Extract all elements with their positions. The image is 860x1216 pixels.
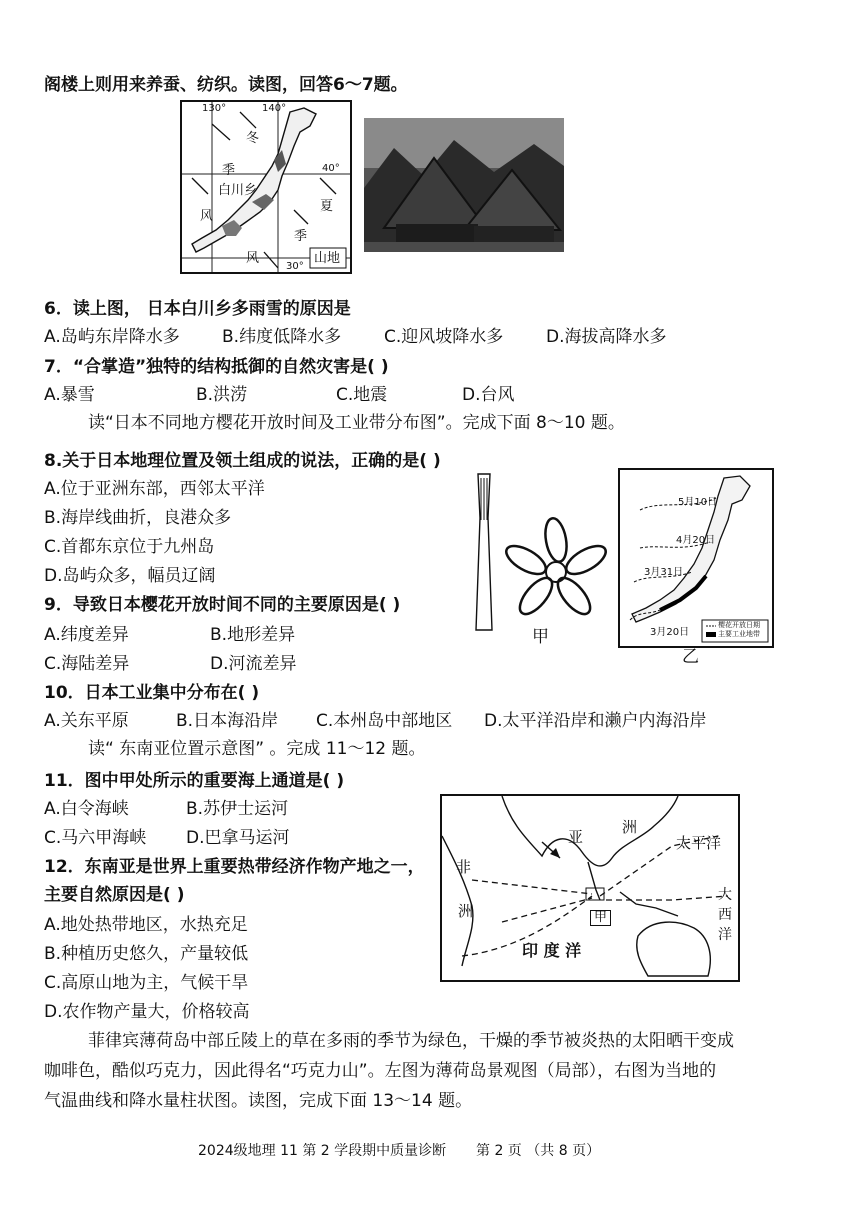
footer-page-number: 第 2 页 （共 8 页） [476,1143,601,1159]
q9-option-d[interactable]: D.河流差异 [210,654,297,674]
q9-stem: 9．导致日本樱花开放时间不同的主要原因是( ) [44,595,401,615]
pacific-label: 太平洋 [676,834,722,852]
passage-line-1: 菲律宾薄荷岛中部丘陵上的草在多雨的季节为绿色，干燥的季节被炎热的太阳晒干变成 [88,1031,734,1051]
atlantic-label-3: 洋 [718,927,732,943]
sakura-symbols-figure [464,470,614,640]
winter-wind-label-2: 季 [222,163,236,178]
q11-option-d[interactable]: D.巴拿马运河 [186,828,290,848]
q10-option-a[interactable]: A.关东平原 [44,711,129,731]
lon-140-label: 140° [262,103,287,114]
q7-option-c[interactable]: C.地震 [336,385,388,405]
atlantic-label-1: 大 [718,887,732,903]
q12-option-a[interactable]: A.地处热带地区，水热充足 [44,915,248,935]
intro-11-12: 读“ 东南亚位置示意图” 。完成 11～12 题。 [88,739,426,759]
q10-option-d[interactable]: D.太平洋沿岸和濑户内海沿岸 [484,711,707,731]
q8-option-d[interactable]: D.岛屿众多，幅员辽阔 [44,566,216,586]
q6-option-d[interactable]: D.海拔高降水多 [546,327,667,347]
lat-40-label: 40° [322,163,340,174]
summer-wind-label-3: 风 [246,251,260,266]
jia-marker: 甲 [590,910,611,926]
africa-label-1: 非 [456,858,472,876]
mountain-legend: 山地 [314,251,341,266]
q10-option-c[interactable]: C.本州岛中部地区 [316,711,453,731]
intro-8-10: 读“日本不同地方樱花开放时间及工业带分布图”。完成下面 8～10 题。 [88,413,625,433]
q7-option-b[interactable]: B.洪涝 [196,385,248,405]
legend-industrial-belt: 主要工业地带 [718,630,760,638]
q6-option-b[interactable]: B.纬度低降水多 [222,327,342,347]
gassho-house-photo [364,118,564,252]
southeast-asia-map [440,794,740,982]
q10-option-b[interactable]: B.日本海沿岸 [176,711,279,731]
q11-option-c[interactable]: C.马六甲海峡 [44,828,147,848]
q6-option-c[interactable]: C.迎风坡降水多 [384,327,504,347]
bloom-date-1: 5月10日 [678,497,718,508]
bloom-date-2: 4月20日 [676,535,716,546]
lat-30-label: 30° [286,261,304,272]
lon-130-label: 130° [202,103,227,114]
q11-option-a[interactable]: A.白令海峡 [44,799,129,819]
q8-option-a[interactable]: A.位于亚洲东部，西邻太平洋 [44,479,265,499]
q8-option-b[interactable]: B.海岸线曲折，良港众多 [44,508,232,528]
q12-option-b[interactable]: B.种植历史悠久，产量较低 [44,944,249,964]
sakura-bloom-map [618,468,774,648]
asia-label-1: 亚 [568,828,584,846]
q12-option-d[interactable]: D.农作物产量大，价格较高 [44,1002,250,1022]
q7-option-a[interactable]: A.暴雪 [44,385,95,405]
q7-stem: 7．“合掌造”独特的结构抵御的自然灾害是( ) [44,357,389,377]
q6-stem: 6．读上图， 日本白川乡多雨雪的原因是 [44,299,351,319]
shirakawa-label: 白川乡 [218,183,258,198]
japan-map-drawing [182,102,350,272]
intro-text: 阁楼上则用来养蚕、纺织。读图，回答6～7题。 [44,75,408,95]
legend-bloom-date: 樱花开放日期 [718,621,760,629]
japan-monsoon-map [180,100,352,274]
sea-map-drawing [442,796,738,980]
q9-option-b[interactable]: B.地形差异 [210,625,296,645]
house-photo-drawing [364,118,564,252]
passage-line-2: 咖啡色，酷似巧克力，因此得名“巧克力山”。左图为薄荷岛景观图（局部），右图为当地的 [44,1061,717,1081]
q12-option-c[interactable]: C.高原山地为主，气候干旱 [44,973,249,993]
q11-stem: 11．图中甲处所示的重要海上通道是( ) [44,771,345,791]
q10-stem: 10．日本工业集中分布在( ) [44,683,260,703]
q8-stem: 8.关于日本地理位置及领土组成的说法，正确的是( ) [44,451,441,471]
bloom-date-4: 3月20日 [650,627,690,638]
summer-wind-label-1: 夏 [320,199,334,214]
figure-jia-label: 甲 [532,627,549,647]
winter-wind-label-1: 冬 [246,131,260,146]
atlantic-label-2: 西 [718,907,732,923]
indian-ocean-label: 印 度 洋 [522,941,582,960]
footer-exam-title: 2024级地理 11 第 2 学段期中质量诊断 [198,1143,447,1159]
q7-option-d[interactable]: D.台风 [462,385,515,405]
africa-label-2: 洲 [458,902,474,920]
q9-option-c[interactable]: C.海陆差异 [44,654,130,674]
winter-wind-label-3: 风 [200,209,214,224]
q11-option-b[interactable]: B.苏伊士运河 [186,799,289,819]
q9-option-a[interactable]: A.纬度差异 [44,625,129,645]
bloom-date-3: 3月31日 [644,567,684,578]
q6-option-a[interactable]: A.岛屿东岸降水多 [44,327,180,347]
figure-yi-label: 乙 [682,647,699,667]
q12-stem-line2: 主要自然原因是( ) [44,885,185,905]
summer-wind-label-2: 季 [294,229,308,244]
q12-stem-line1: 12．东南亚是世界上重要热带经济作物产地之一， [44,857,425,877]
q8-option-c[interactable]: C.首都东京位于九州岛 [44,537,215,557]
passage-line-3: 气温曲线和降水量柱状图。读图，完成下面 13～14 题。 [44,1091,473,1111]
asia-label-2: 洲 [622,818,638,836]
